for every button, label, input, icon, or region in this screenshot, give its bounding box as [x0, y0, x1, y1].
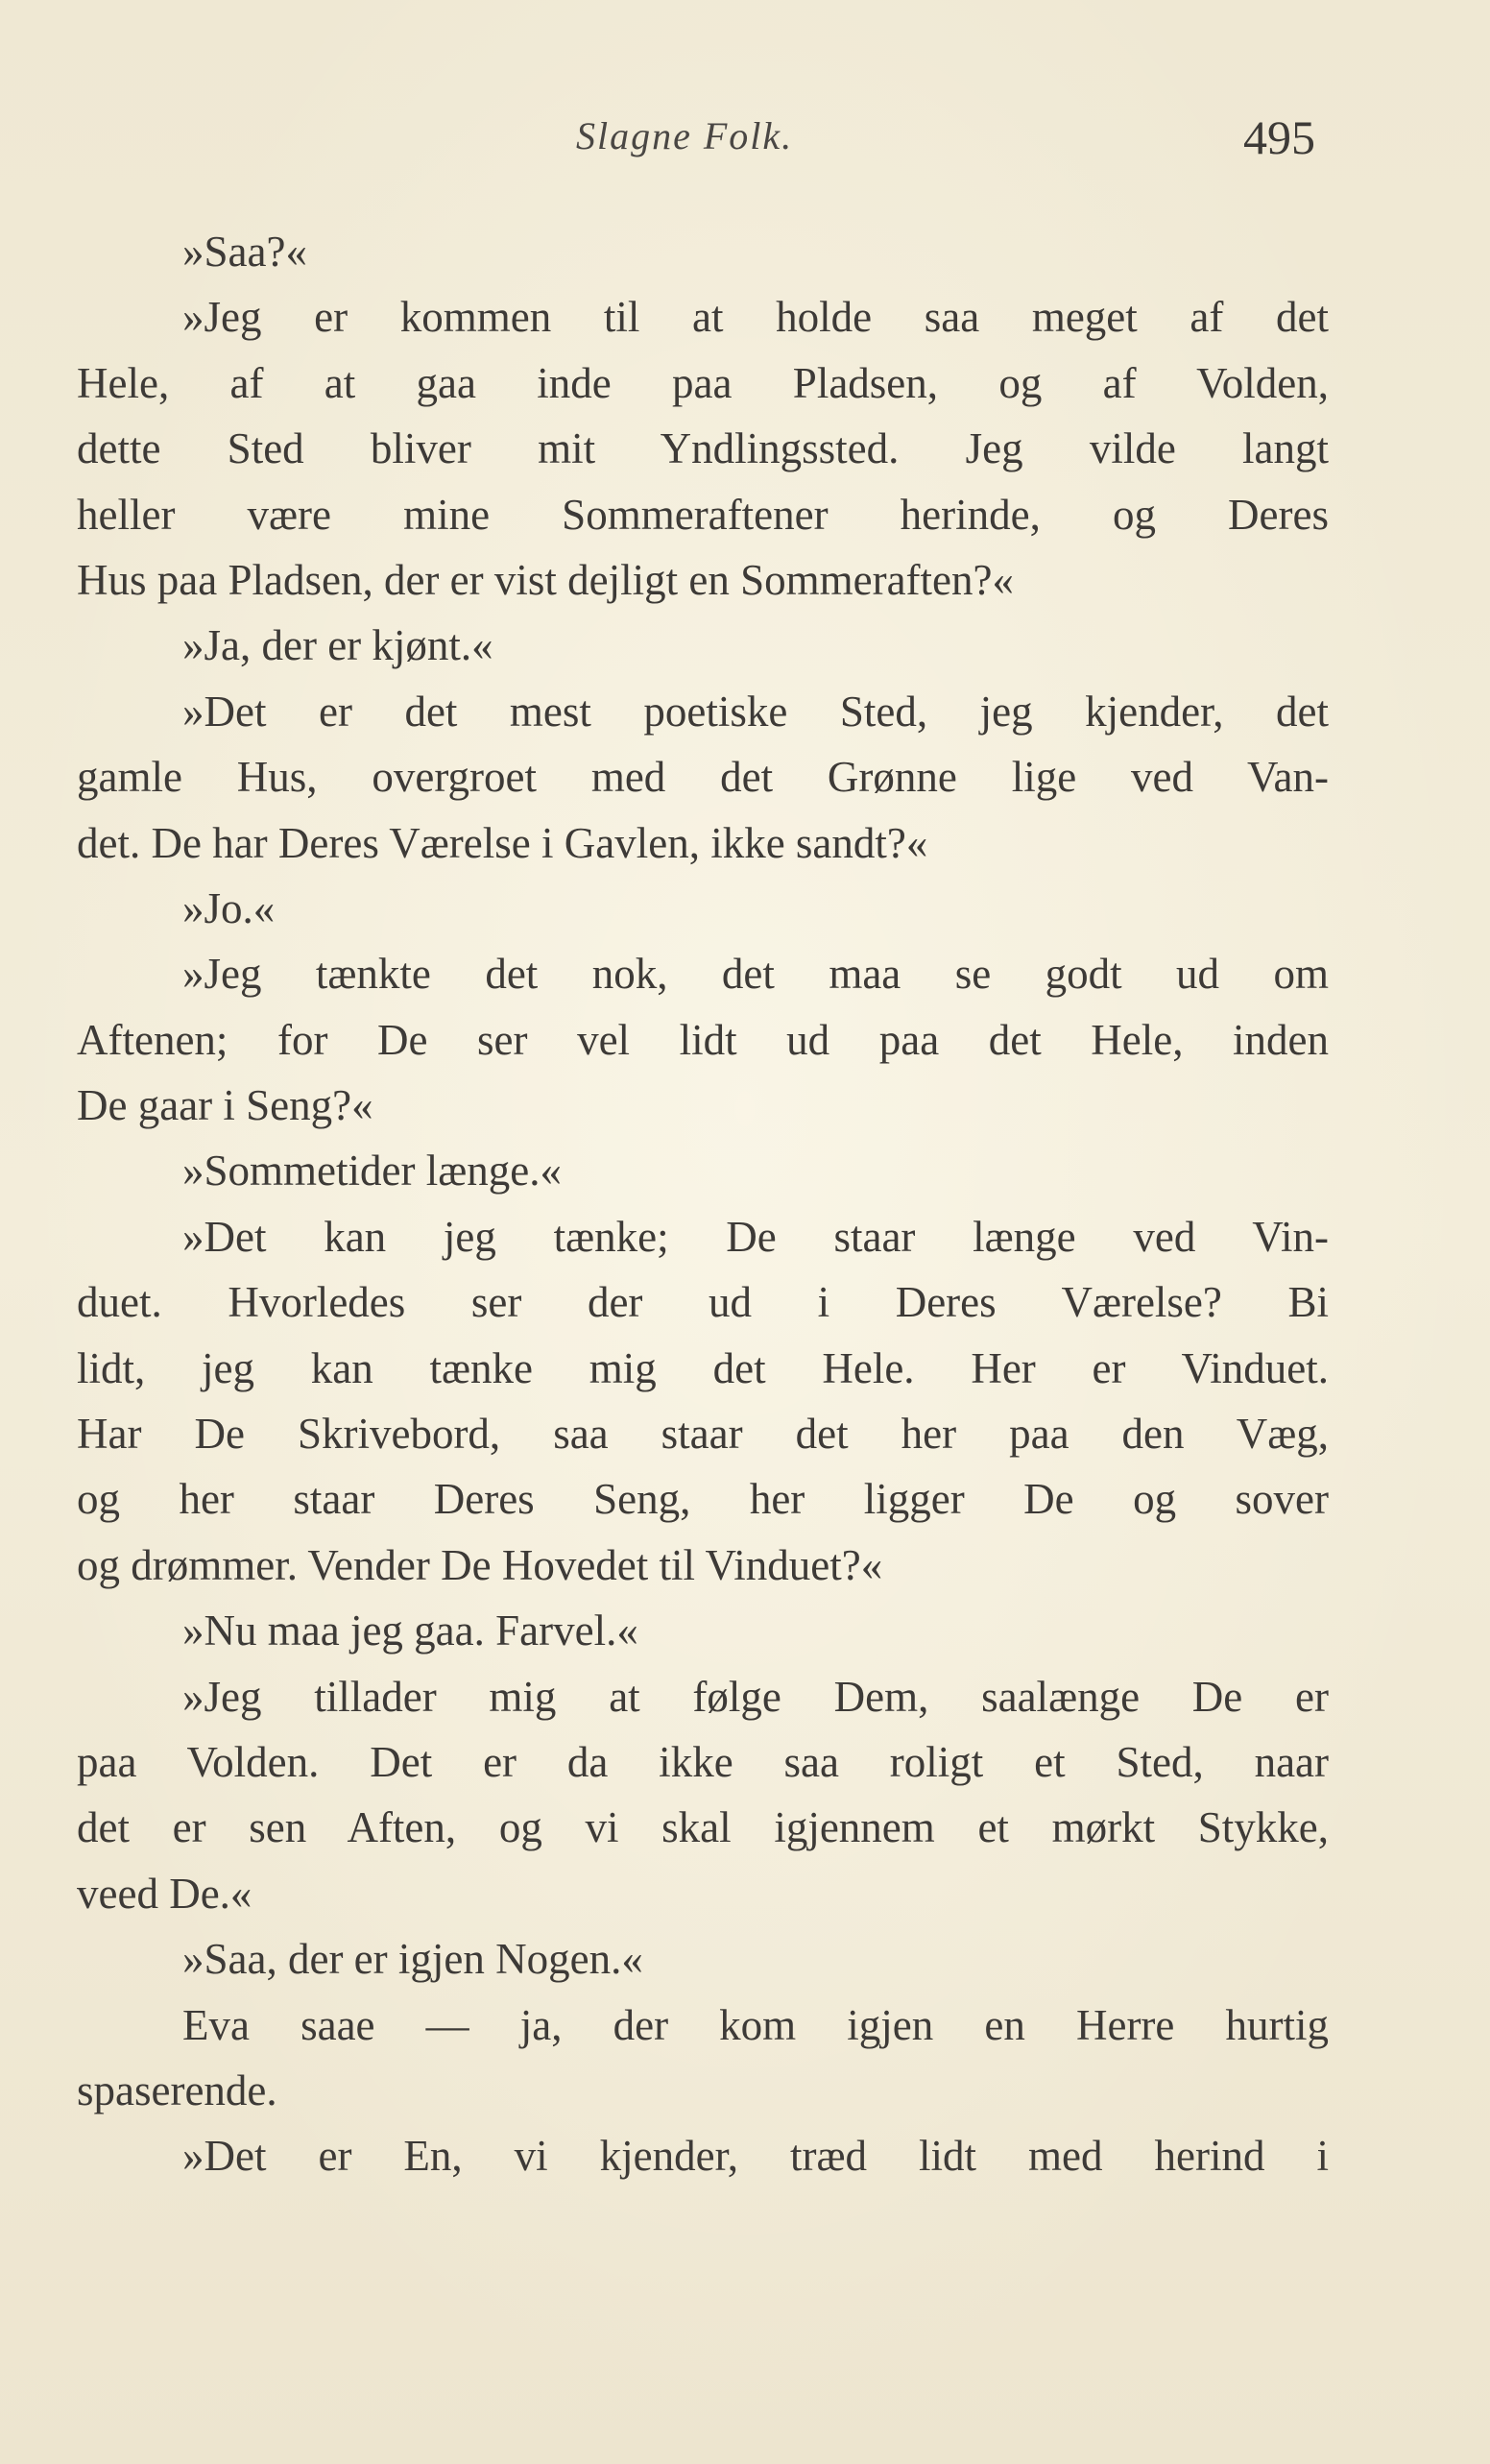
- running-title: Slagne Folk.: [576, 114, 794, 157]
- text-line: heller være mine Sommeraftener herinde, og Deres: [77, 490, 1329, 539]
- text-line: »Sommetider længe.«: [182, 1147, 562, 1196]
- text-line: spaserende.: [77, 2065, 277, 2114]
- text-line: Har De Skrivebord, saa staar det her paa den Væg,: [77, 1410, 1329, 1459]
- page-number: 495: [1243, 110, 1315, 164]
- text-line: og drømmer. Vender De Hovedet til Vinduet?«: [77, 1540, 883, 1589]
- text-line: Eva saae — ja, der kom igjen en Herre hurtig: [182, 2000, 1329, 2049]
- text-line: »Jeg tænkte det nok, det maa se godt ud om: [182, 950, 1329, 999]
- text-line: gamle Hus, overgroet med det Grønne lige ved Van-: [77, 753, 1329, 802]
- text-line: »Jeg tillader mig at følge Dem, saalænge De er: [182, 1672, 1329, 1721]
- running-head: [0, 110, 1490, 181]
- text-line: »Det er En, vi kjender, træd lidt med herind i: [182, 2132, 1329, 2181]
- text-line: dette Sted bliver mit Yndlingssted. Jeg vilde langt: [77, 424, 1329, 473]
- text-line: Aftenen; for De ser vel lidt ud paa det Hele, inden: [77, 1015, 1329, 1064]
- text-line: Hele, af at gaa inde paa Pladsen, og af Volden,: [77, 358, 1329, 407]
- body-text: [77, 219, 1329, 2189]
- text-line: duet. Hvorledes ser der ud i Deres Værelse? Bi: [77, 1278, 1329, 1327]
- text-line: veed De.«: [77, 1869, 252, 1918]
- text-line: lidt, jeg kan tænke mig det Hele. Her er Vinduet.: [77, 1343, 1329, 1392]
- text-line: »Ja, der er kjønt.«: [182, 621, 493, 670]
- text-line: »Jo.«: [182, 883, 276, 932]
- text-line: »Saa?«: [182, 228, 307, 276]
- text-line: De gaar i Seng?«: [77, 1081, 373, 1130]
- text-line: »Jeg er kommen til at holde saa meget af det: [182, 293, 1329, 342]
- text-line: det. De har Deres Værelse i Gavlen, ikke sandt?«: [77, 818, 928, 867]
- text-line: Hus paa Pladsen, der er vist dejligt en Sommeraften?«: [77, 555, 1014, 604]
- text-line: »Det kan jeg tænke; De staar længe ved Vin-: [182, 1212, 1329, 1261]
- text-line: »Nu maa jeg gaa. Farvel.«: [182, 1606, 638, 1655]
- text-line: paa Volden. Det er da ikke saa roligt et Sted, naar: [77, 1737, 1329, 1786]
- text-line: »Det er det mest poetiske Sted, jeg kjender, det: [182, 687, 1329, 736]
- text-line: »Saa, der er igjen Nogen.«: [182, 1935, 643, 1984]
- text-line: og her staar Deres Seng, her ligger De og sover: [77, 1475, 1329, 1524]
- text-line: det er sen Aften, og vi skal igjennem et mørkt Stykke,: [77, 1803, 1329, 1852]
